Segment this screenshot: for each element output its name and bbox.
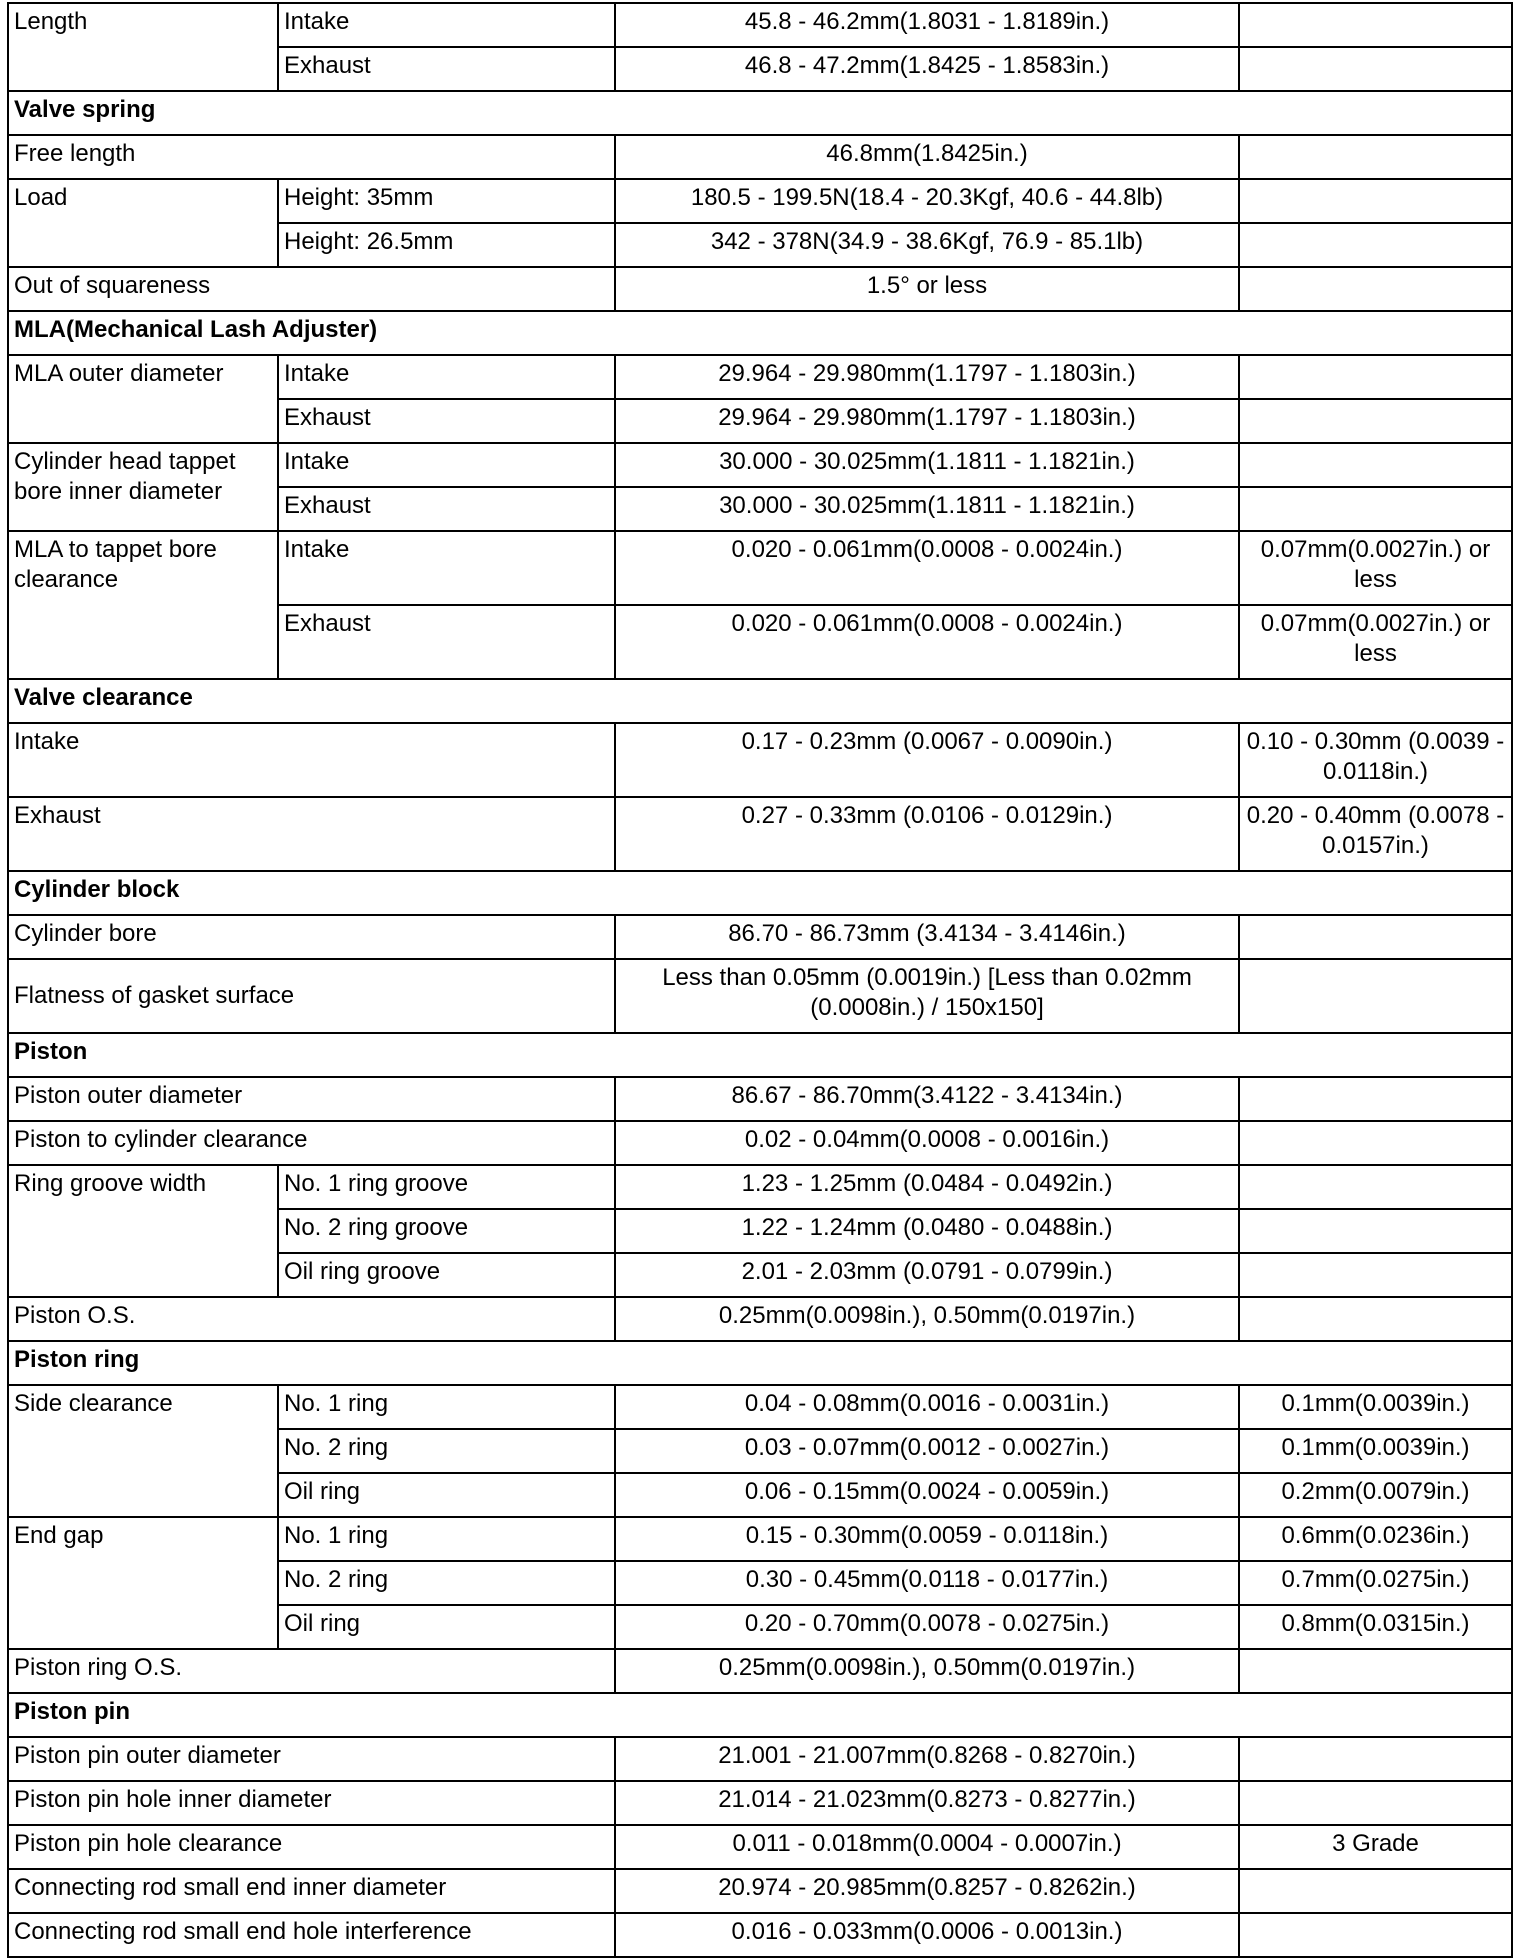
standard-value: 2.01 - 2.03mm (0.0791 - 0.0799in.) [615,1253,1239,1297]
standard-value: 29.964 - 29.980mm(1.1797 - 1.1803in.) [615,399,1239,443]
table-row [8,797,1512,871]
limit-value [1239,1649,1512,1693]
table-row [8,355,1512,399]
limit-value: 0.7mm(0.0275in.) [1239,1561,1512,1605]
table-row [8,1825,1512,1869]
limit-value [1239,487,1512,531]
table-row [8,1517,1512,1561]
sub-item-label: Intake [278,355,615,399]
limit-value: 0.1mm(0.0039in.) [1239,1385,1512,1429]
limit-value [1239,267,1512,311]
standard-value: 21.014 - 21.023mm(0.8273 - 0.8277in.) [615,1781,1239,1825]
section-header-row [8,1033,1512,1077]
sub-item-label: Exhaust [278,47,615,91]
limit-value [1239,1121,1512,1165]
section-title: Cylinder block [8,871,1512,915]
specification-table-body [8,3,1512,1957]
sub-item-label: Oil ring [278,1605,615,1649]
standard-value: 342 - 378N(34.9 - 38.6Kgf, 76.9 - 85.1lb) [615,223,1239,267]
item-label: Out of squareness [8,267,615,311]
standard-value: 1.23 - 1.25mm (0.0484 - 0.0492in.) [615,1165,1239,1209]
sub-item-label: No. 1 ring [278,1517,615,1561]
table-row [8,1385,1512,1429]
item-label: Cylinder bore [8,915,615,959]
limit-value [1239,179,1512,223]
table-row [8,1781,1512,1825]
table-row [8,1297,1512,1341]
item-label: Connecting rod small end inner diameter [8,1869,615,1913]
standard-value: 0.016 - 0.033mm(0.0006 - 0.0013in.) [615,1913,1239,1957]
limit-value [1239,1869,1512,1913]
item-label: Piston pin outer diameter [8,1737,615,1781]
sub-item-label: Exhaust [278,399,615,443]
item-label: Length [8,3,278,91]
limit-value [1239,399,1512,443]
item-label: Side clearance [8,1385,278,1517]
item-label: Free length [8,135,615,179]
table-row [8,1737,1512,1781]
standard-value: 0.20 - 0.70mm(0.0078 - 0.0275in.) [615,1605,1239,1649]
sub-item-label: Oil ring [278,1473,615,1517]
table-row [8,723,1512,797]
item-label: Load [8,179,278,267]
sub-item-label: Intake [278,531,615,605]
item-label: Piston pin hole clearance [8,1825,615,1869]
limit-value [1239,1253,1512,1297]
standard-value: 0.25mm(0.0098in.), 0.50mm(0.0197in.) [615,1297,1239,1341]
section-title: Valve spring [8,91,1512,135]
standard-value: 46.8mm(1.8425in.) [615,135,1239,179]
item-label: Cylinder head tappet bore inner diameter [8,443,278,531]
standard-value: 0.011 - 0.018mm(0.0004 - 0.0007in.) [615,1825,1239,1869]
table-row [8,915,1512,959]
standard-value: 0.25mm(0.0098in.), 0.50mm(0.0197in.) [615,1649,1239,1693]
sub-item-label: Exhaust [278,605,615,679]
item-label: Ring groove width [8,1165,278,1297]
limit-value [1239,1297,1512,1341]
limit-value: 0.10 - 0.30mm (0.0039 - 0.0118in.) [1239,723,1512,797]
limit-value [1239,1209,1512,1253]
standard-value: 30.000 - 30.025mm(1.1811 - 1.1821in.) [615,487,1239,531]
section-title: Valve clearance [8,679,1512,723]
limit-value [1239,355,1512,399]
limit-value: 0.8mm(0.0315in.) [1239,1605,1512,1649]
standard-value: 1.22 - 1.24mm (0.0480 - 0.0488in.) [615,1209,1239,1253]
standard-value: 0.020 - 0.061mm(0.0008 - 0.0024in.) [615,605,1239,679]
item-label: Intake [8,723,615,797]
specification-table [7,2,1513,1958]
table-row [8,1121,1512,1165]
table-row [8,3,1512,47]
limit-value [1239,3,1512,47]
table-row [8,1869,1512,1913]
standard-value: 180.5 - 199.5N(18.4 - 20.3Kgf, 40.6 - 44.8lb) [615,179,1239,223]
section-header-row [8,91,1512,135]
section-title: Piston pin [8,1693,1512,1737]
item-label: Piston pin hole inner diameter [8,1781,615,1825]
item-label: Connecting rod small end hole interference [8,1913,615,1957]
standard-value: 30.000 - 30.025mm(1.1811 - 1.1821in.) [615,443,1239,487]
limit-value [1239,915,1512,959]
section-header-row [8,1693,1512,1737]
limit-value [1239,1737,1512,1781]
item-label: Exhaust [8,797,615,871]
section-header-row [8,679,1512,723]
limit-value: 0.6mm(0.0236in.) [1239,1517,1512,1561]
sub-item-label: Height: 35mm [278,179,615,223]
table-row [8,179,1512,223]
standard-value: 0.02 - 0.04mm(0.0008 - 0.0016in.) [615,1121,1239,1165]
limit-value [1239,1077,1512,1121]
sub-item-label: No. 2 ring groove [278,1209,615,1253]
section-header-row [8,871,1512,915]
sub-item-label: Intake [278,3,615,47]
standard-value: 0.15 - 0.30mm(0.0059 - 0.0118in.) [615,1517,1239,1561]
sub-item-label: Exhaust [278,487,615,531]
sub-item-label: No. 1 ring [278,1385,615,1429]
section-title: Piston [8,1033,1512,1077]
item-label: Piston ring O.S. [8,1649,615,1693]
standard-value: 0.17 - 0.23mm (0.0067 - 0.0090in.) [615,723,1239,797]
sub-item-label: Intake [278,443,615,487]
table-row [8,135,1512,179]
limit-value [1239,135,1512,179]
limit-value: 0.1mm(0.0039in.) [1239,1429,1512,1473]
standard-value: 86.67 - 86.70mm(3.4122 - 3.4134in.) [615,1077,1239,1121]
table-row [8,1165,1512,1209]
section-title: Piston ring [8,1341,1512,1385]
limit-value [1239,47,1512,91]
item-label: MLA outer diameter [8,355,278,443]
item-label: Flatness of gasket surface [8,959,615,1033]
sub-item-label: Oil ring groove [278,1253,615,1297]
sub-item-label: Height: 26.5mm [278,223,615,267]
limit-value [1239,443,1512,487]
table-row [8,1913,1512,1957]
standard-value: 1.5° or less [615,267,1239,311]
section-header-row [8,1341,1512,1385]
table-row [8,531,1512,605]
standard-value: 45.8 - 46.2mm(1.8031 - 1.8189in.) [615,3,1239,47]
standard-value: 20.974 - 20.985mm(0.8257 - 0.8262in.) [615,1869,1239,1913]
table-row [8,1649,1512,1693]
limit-value [1239,959,1512,1033]
sub-item-label: No. 2 ring [278,1429,615,1473]
standard-value: 29.964 - 29.980mm(1.1797 - 1.1803in.) [615,355,1239,399]
sub-item-label: No. 1 ring groove [278,1165,615,1209]
sub-item-label: No. 2 ring [278,1561,615,1605]
limit-value [1239,1781,1512,1825]
standard-value: 46.8 - 47.2mm(1.8425 - 1.8583in.) [615,47,1239,91]
limit-value: 0.20 - 0.40mm (0.0078 - 0.0157in.) [1239,797,1512,871]
standard-value: 0.03 - 0.07mm(0.0012 - 0.0027in.) [615,1429,1239,1473]
limit-value [1239,1913,1512,1957]
limit-value: 3 Grade [1239,1825,1512,1869]
item-label: Piston to cylinder clearance [8,1121,615,1165]
limit-value [1239,223,1512,267]
table-row [8,267,1512,311]
limit-value: 0.07mm(0.0027in.) or less [1239,605,1512,679]
standard-value: 86.70 - 86.73mm (3.4134 - 3.4146in.) [615,915,1239,959]
standard-value: 0.020 - 0.061mm(0.0008 - 0.0024in.) [615,531,1239,605]
standard-value: Less than 0.05mm (0.0019in.) [Less than 0.02mm (0.0008in.) / 150x150] [615,959,1239,1033]
item-label: MLA to tappet bore clearance [8,531,278,679]
section-title: MLA(Mechanical Lash Adjuster) [8,311,1512,355]
item-label: Piston O.S. [8,1297,615,1341]
standard-value: 0.27 - 0.33mm (0.0106 - 0.0129in.) [615,797,1239,871]
standard-value: 0.04 - 0.08mm(0.0016 - 0.0031in.) [615,1385,1239,1429]
table-row [8,1077,1512,1121]
standard-value: 0.30 - 0.45mm(0.0118 - 0.0177in.) [615,1561,1239,1605]
table-row [8,443,1512,487]
standard-value: 21.001 - 21.007mm(0.8268 - 0.8270in.) [615,1737,1239,1781]
limit-value: 0.07mm(0.0027in.) or less [1239,531,1512,605]
table-row [8,959,1512,1033]
section-header-row [8,311,1512,355]
item-label: End gap [8,1517,278,1649]
standard-value: 0.06 - 0.15mm(0.0024 - 0.0059in.) [615,1473,1239,1517]
item-label: Piston outer diameter [8,1077,615,1121]
limit-value [1239,1165,1512,1209]
limit-value: 0.2mm(0.0079in.) [1239,1473,1512,1517]
